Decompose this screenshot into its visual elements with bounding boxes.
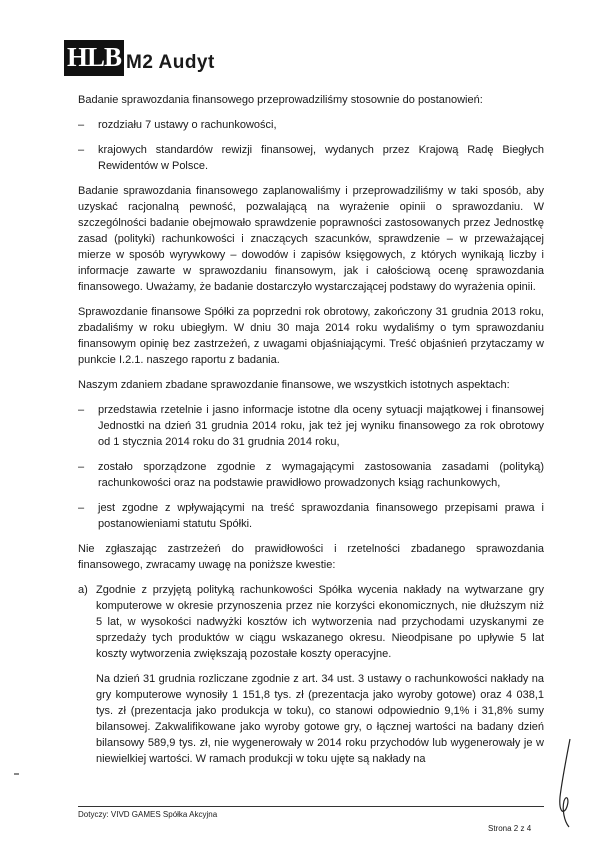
list-regulations <box>78 117 544 174</box>
logo-text: M2 Audyt <box>126 52 215 73</box>
paragraph-scope: Badanie sprawozdania finansowego zaplanowaliśmy i przeprowadziliśmy w taki sposób, aby uzyskać racjonalną pewność, pozwalającą na wyrażenie opinii o sprawozdaniu. W szczególności badanie obejmowało sprawdzenie poprawności zastosowanych przez Jednostkę zasad (polityki) rachunkowości i znaczących szacunków, sprawdzenie – w przeważającej mierze w sposób wyrywkowy – dowodów i zapisów księgowych, z których wynikają liczby i informacje zawarte w sprawozdaniu finansowym, jak i całościową ocenę sprawozdania finansowego. Uważamy, że badanie dostarczyło wystarczającej podstawy do wyrażenia opinii. <box>78 185 544 293</box>
page-number: Strona 2 z 4 <box>488 824 532 833</box>
list-opinion <box>78 402 544 532</box>
signature-mark <box>552 735 582 830</box>
paragraph-intro: Badanie sprawozdania finansowego przeprowadziliśmy stosownie do postanowień: <box>78 94 483 106</box>
list-item: – jest zgodne z wpływającymi na treść sprawozdania finansowego przepisami prawa i postanowieniami statutu Spółki. <box>78 500 544 532</box>
item-marker: a) <box>78 584 88 596</box>
footer-divider <box>78 806 544 807</box>
list-item: – przedstawia rzetelnie i jasno informacje istotne dla oceny sytuacji majątkowej i finansowej Jednostki na dzień 31 grudnia 2014 roku, jak też jej wyniku finansowego za rok obrotowy od 1 stycznia 2014 roku do 31 grudnia 2014 roku, <box>78 402 544 450</box>
paragraph-opinion-intro: Naszym zdaniem zbadane sprawozdanie finansowe, we wszystkich istotnych aspektach: <box>78 379 510 391</box>
item-a-continuation: Na dzień 31 grudnia rozliczane zgodnie z art. 34 ust. 3 ustawy o rachunkowości nakłady na gry komputerowe wynosiły 1 151,8 tys. zł (prezentacja jako wyroby gotowe) oraz 4 038,1 tys. zł (prezentacja jako produkcja w toku), co stanowi odpowiednio 9,1% i 31,8% sumy bilansowej. Zakwalifikowane jako wyroby gotowe gry, o łącznej wartości na badany dzień bilansowy 589,9 tys. zł, nie wygenerowały w 2014 roku przychodów lub wygenerowały je w niewielkiej wartości. W ramach produkcji w toku ujęte są nakłady na <box>96 673 544 765</box>
logo-mark: HLB <box>64 40 124 76</box>
emphasis-item-a <box>78 582 544 662</box>
footer-subject: Dotyczy: VIVD GAMES Spółka Akcyjna <box>78 810 218 819</box>
paragraph-prior-year: Sprawozdanie finansowe Spółki za poprzedni rok obrotowy, zakończony 31 grudnia 2013 roku, zbadaliśmy w roku ubiegłym. W dniu 30 maja 2014 roku wydaliśmy o tym sprawozdaniu finansowym opinię bez zastrzeżeń, z uwagami objaśniającymi. Treść objaśnień przytaczamy w punkcie I.2.1. naszego raportu z badania. <box>78 306 544 366</box>
paragraph-emphasis-intro: Nie zgłaszając zastrzeżeń do prawidłowości i rzetelności zbadanego sprawozdania finansowego, zwracamy uwagę na poniższe kwestie: <box>78 543 544 571</box>
logo <box>64 38 215 76</box>
list-item: – zostało sporządzone zgodnie z wymagającymi zastosowania zasadami (polityką) rachunkowości oraz na podstawie prawidłowo prowadzonych ksiąg rachunkowych, <box>78 459 544 491</box>
item-a-text: Zgodnie z przyjętą polityką rachunkowości Spółka wycenia nakłady na wytwarzane gry komputerowe w okresie przynoszenia przez nie korzyści ekonomicznych, nie dłuższym niż 5 lat, w wysokości nadwyżki kosztów ich wytworzenia nad przychodami uzyskanymi ze sprzedaży tych produktów w ciągu wskazanego okresu. Nieodpisane po upływie 5 lat koszty wytworzenia zwiększają pozostałe koszty operacyjne. <box>96 584 544 660</box>
document-body <box>78 92 544 767</box>
list-item: – krajowych standardów rewizji finansowej, wydanych przez Krajową Radę Biegłych Rewidentów w Polsce. <box>78 142 544 174</box>
list-item: – rozdziału 7 ustawy o rachunkowości, <box>78 117 544 133</box>
margin-mark <box>14 773 19 775</box>
